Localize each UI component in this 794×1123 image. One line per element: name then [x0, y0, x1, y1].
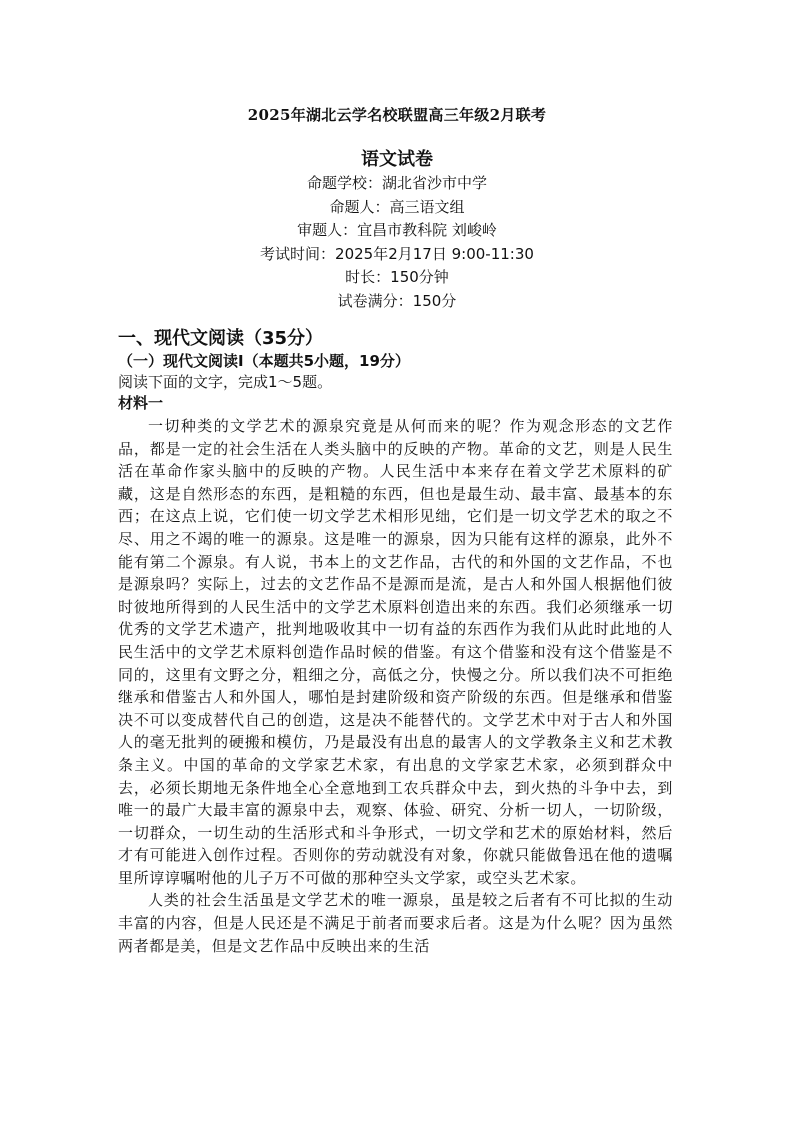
exam-duration: 时长：150分钟	[345, 268, 449, 286]
exam-time: 考试时间：2025年2月17日 9:00-11:30	[260, 244, 534, 263]
section-title: 一、现代文阅读（35分）	[118, 328, 324, 349]
question-author: 命题人：高三语文组	[329, 197, 465, 216]
reviewer: 审题人：宜昌市教科院 刘峻岭	[297, 221, 497, 239]
material-paragraph: 人类的社会生活虽是文学艺术的唯一源泉，虽是较之后者有不可比拟的生动丰富的内容，但是人民还是不满足于前者而要求后者。这是为什么呢？因为虽然两者都是美，但是文艺作品中反映出来的生活	[118, 891, 673, 955]
material-paragraph: 一切种类的文学艺术的源泉究竟是从何而来的呢？作为观念形态的文艺作品，都是一定的社会生活在人类头脑中的反映的产物。革命的文艺，则是人民生活在革命作家头脑中的反映的产物。人民生活中本来存在着文学艺术原料的矿藏，这是自然形态的东西，是粗糙的东西，但也是最生动、最丰富、最基本的东西；在这点上说，它们使一切文学艺术相形见绌，它们是一切文学艺术的取之不尽、用之不竭的唯一的源泉。这是唯一的源泉，因为只能有这样的源泉，此外不能有第二个源泉。有人说，书本上的文艺作品，古代的和外国的文艺作品，不也是源泉吗？实际上，过去的文艺作品不是源而是流，是古人和外国人根据他们彼时彼地所得到的人民生活中的文学艺术原料创造出来的东西。我们必须继承一切优秀的文学艺术遗产，批判地吸收其中一切有益的东西作为我们从此时此地的人民生活中的文学艺术原料创造作品时候的借鉴。有这个借鉴和没有这个借鉴是不同的，这里有文野之分，粗细之分，高低之分，快慢之分。所以我们决不可拒绝继承和借鉴古人和外国人，哪怕是封建阶级和资产阶级的东西。但是继承和借鉴决不可以变成替代自己的创造，这是决不能替代的。文学艺术中对于古人和外国人的毫无批判的硬搬和模仿，乃是最没有出息的最害人的文学教条主义和艺术教条主义。中国的革命的文学家艺术家，有出息的文学家艺术家，必须到群众中去，必须长期地无条件地全心全意地到工农兵群众中去，到火热的斗争中去，到唯一的最广大最丰富的源泉中去，观察、体验、研究、分析一切人，一切阶级，一切群众，一切生动的生活形式和斗争形式，一切文学和艺术的原始材料，然后才有可能进入创作过程。否则你的劳动就没有对象，你就只能做鲁迅在他的遗嘱里所谆谆嘱咐他的儿子万不可做的那种空头文学家，或空头艺术家。	[118, 417, 673, 887]
section-modern-reading	[118, 328, 673, 957]
paper-title: 语文试卷	[361, 149, 433, 170]
reading-instruction: 阅读下面的文字，完成1～5题。	[118, 373, 333, 391]
exam-title: 2025年湖北云学名校联盟高三年级2月联考	[247, 106, 547, 124]
material-label: 材料一	[118, 394, 164, 412]
full-score: 试卷满分：150分	[337, 291, 457, 310]
proposing-school: 命题学校：湖北省沙市中学	[306, 174, 487, 192]
part-title: （一）现代文阅读Ⅰ（本题共5小题，19分）	[118, 352, 410, 370]
exam-header	[0, 104, 794, 313]
